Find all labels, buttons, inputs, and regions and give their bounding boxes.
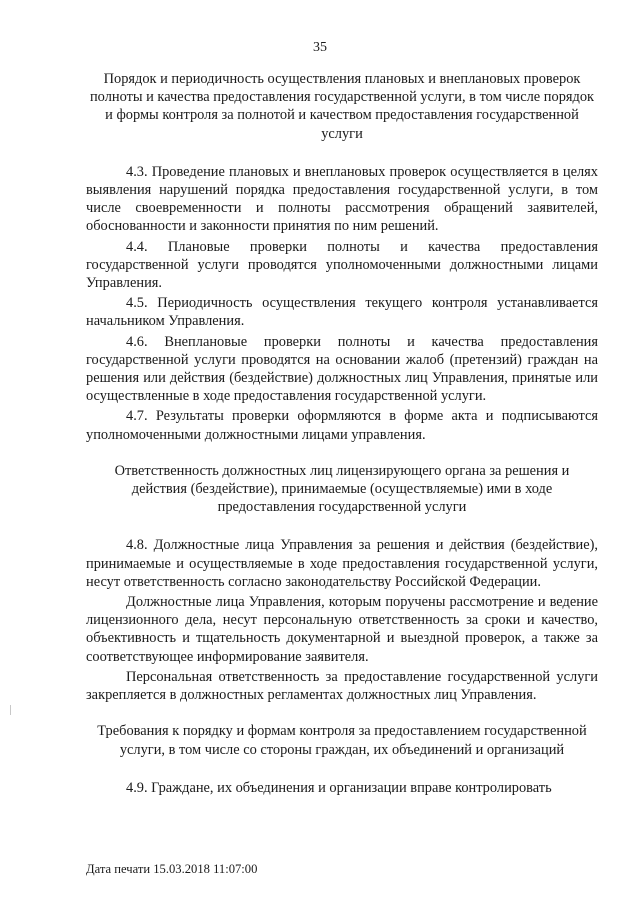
paragraph-4-7: 4.7. Результаты проверки оформляются в форме акта и подписываются уполномоченными должностными лицами управления. [86,408,598,443]
paragraph-4-4: 4.4. Плановые проверки полноты и качества предоставления государственной услуги проводятся уполномоченными должностными лицами Управления. [86,238,598,292]
paragraph-officials-responsibility: Должностные лица Управления, которым поручены рассмотрение и ведение лицензионного дела, несут персональную ответственность за сроки и качество, объективность и тщательность документарной и выездной проверок, а также за соответствующее информирование заявителя. [86,594,598,665]
paragraph-4-5: 4.5. Периодичность осуществления текущего контроля устанавливается начальником Управления. [86,295,598,330]
section-heading-control-requirements: Требования к порядку и формам контроля за предоставлением государственной услуги, в том числе со стороны граждан, их объединений и организаций [97,723,587,758]
paragraph-4-8: 4.8. Должностные лица Управления за решения и действия (бездействие), принимаемые и осуществляемые в ходе предоставления государственной услуги, несут ответственность согласно законодательству Российской Федерации. [86,537,598,590]
margin-mark [10,705,11,715]
paragraph-personal-responsibility: Персональная ответственность за предоставление государственной услуги закрепляется в должностных регламентах должностных лиц Управления. [86,668,598,704]
section-heading-inspections: Порядок и периодичность осуществления плановых и внеплановых проверок полноты и качества предоставления государственной услуги, в том числе порядок и формы контроля за полнотой и качеством предоставления государственной услуги [89,71,595,142]
section-heading-responsibility: Ответственность должностных лиц лицензирующего органа за решения и действия (бездействие), принимаемые (осуществляемые) ими в ходе предоставления государственной услуги [114,462,570,516]
document-body [86,70,598,797]
paragraph-4-9: 4.9. Граждане, их объединения и организации вправе контролировать [126,779,552,796]
print-date: Дата печати 15.03.2018 11:07:00 [86,862,258,876]
paragraph-4-6: 4.6. Внеплановые проверки полноты и качества предоставления государственной услуги проводятся на основании жалоб (претензий) граждан на решения или действия (бездействие) должностных лиц Управления, принятые или осуществленные в ходе предоставления государственной услуги. [86,333,598,405]
paragraph-4-3: 4.3. Проведение плановых и внеплановых проверок осуществляется в целях выявления нарушений порядка предоставления государственной услуги, в том числе своевременности и полноты рассмотрения обращений заявителей, обоснованности и законности принятия по ним решений. [86,163,598,235]
page-number: 35 [313,40,327,55]
